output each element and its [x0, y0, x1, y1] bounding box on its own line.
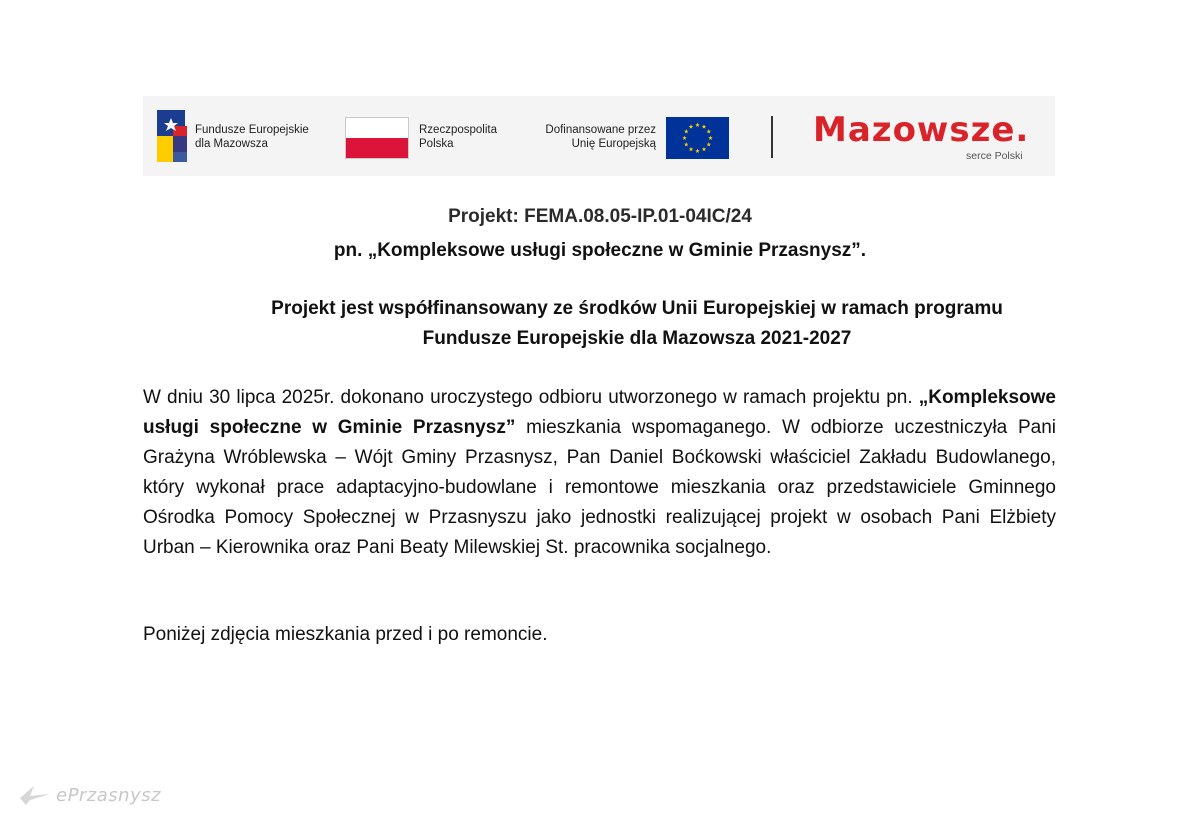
- polish-flag-icon: [345, 117, 409, 159]
- watermark: [18, 780, 161, 810]
- rzeczpospolita-text: [419, 123, 497, 151]
- cofinancing-line1: Projekt jest współfinansowany ze środków Unii Europejskiej w ramach programu: [271, 298, 1003, 319]
- rp-text-line1: Rzeczpospolita: [419, 124, 497, 136]
- eu-star: [702, 147, 707, 151]
- rp-text-line2: Polska: [419, 138, 454, 150]
- fe-text-line2: dla Mazowsza: [195, 138, 268, 150]
- project-name-title: pn. „Kompleksowe usługi społeczne w Gminie Przasnysz”.: [333, 240, 867, 261]
- star-bird-icon: [18, 784, 52, 806]
- fundusze-europejskie-text: [195, 123, 309, 151]
- eu-star: [706, 129, 711, 133]
- cofinancing-line2: Fundusze Europejskie dla Mazowsza 2021-2027: [422, 328, 852, 349]
- fundusze-europejskie-logo: [155, 106, 189, 164]
- eu-star: [695, 123, 700, 127]
- logo-divider: [771, 116, 773, 158]
- eu-star: [702, 124, 707, 128]
- project-code-title: Projekt: FEMA.08.05-IP.01-04IC/24: [448, 206, 752, 227]
- body-paragraph: [143, 383, 1056, 563]
- eu-star: [689, 147, 694, 151]
- fe-text-line1: Fundusze Europejskie: [195, 124, 309, 136]
- mazowsze-logo: [813, 110, 1029, 150]
- mazowsze-wordmark: Mazowsze.: [813, 110, 1030, 150]
- eu-star: [684, 129, 689, 133]
- mazowsze-tagline: serce Polski: [966, 150, 1023, 162]
- eu-star: [708, 136, 713, 140]
- watermark-text: ePrzasnysz: [56, 784, 162, 806]
- photos-intro-paragraph: Poniżej zdjęcia mieszkania przed i po remoncie.: [143, 624, 548, 645]
- body-p1-bold: „Kompleksowe usługi społeczne w Gminie Przasnysz”: [143, 387, 1056, 438]
- logo-strip: [143, 96, 1055, 176]
- eu-cofinanced-text: [534, 123, 656, 151]
- eu-star: [695, 149, 700, 153]
- eu-flag-icon: [666, 117, 729, 159]
- eu-text-line1: Dofinansowane przez: [545, 124, 656, 136]
- eu-star: [706, 142, 711, 146]
- body-p1-start: W dniu 30 lipca 2025r. dokonano uroczystego odbioru utworzonego w ramach projektu pn.: [143, 387, 919, 408]
- eu-text-line2: Unię Europejską: [571, 138, 656, 150]
- eu-star: [682, 136, 687, 140]
- body-p1-end: mieszkania wspomaganego. W odbiorze uczestniczyła Pani Grażyna Wróblewska – Wójt Gminy Przasnysz, Pan Daniel Boćkowski właściciel Zakładu Budowlanego, który wykonał prace adaptacyjno-budowlane i remontowe mieszkania oraz przedstawiciele Gminnego Ośrodka Pomocy Społecznej w Przasnyszu jako jednostki realizującej projekt w osobach Pani Elżbiety Urban – Kierownika oraz Pani Beaty Milewskiej St. pracownika socjalnego.: [143, 417, 1056, 558]
- eu-star: [684, 142, 689, 146]
- eu-star: [689, 124, 694, 128]
